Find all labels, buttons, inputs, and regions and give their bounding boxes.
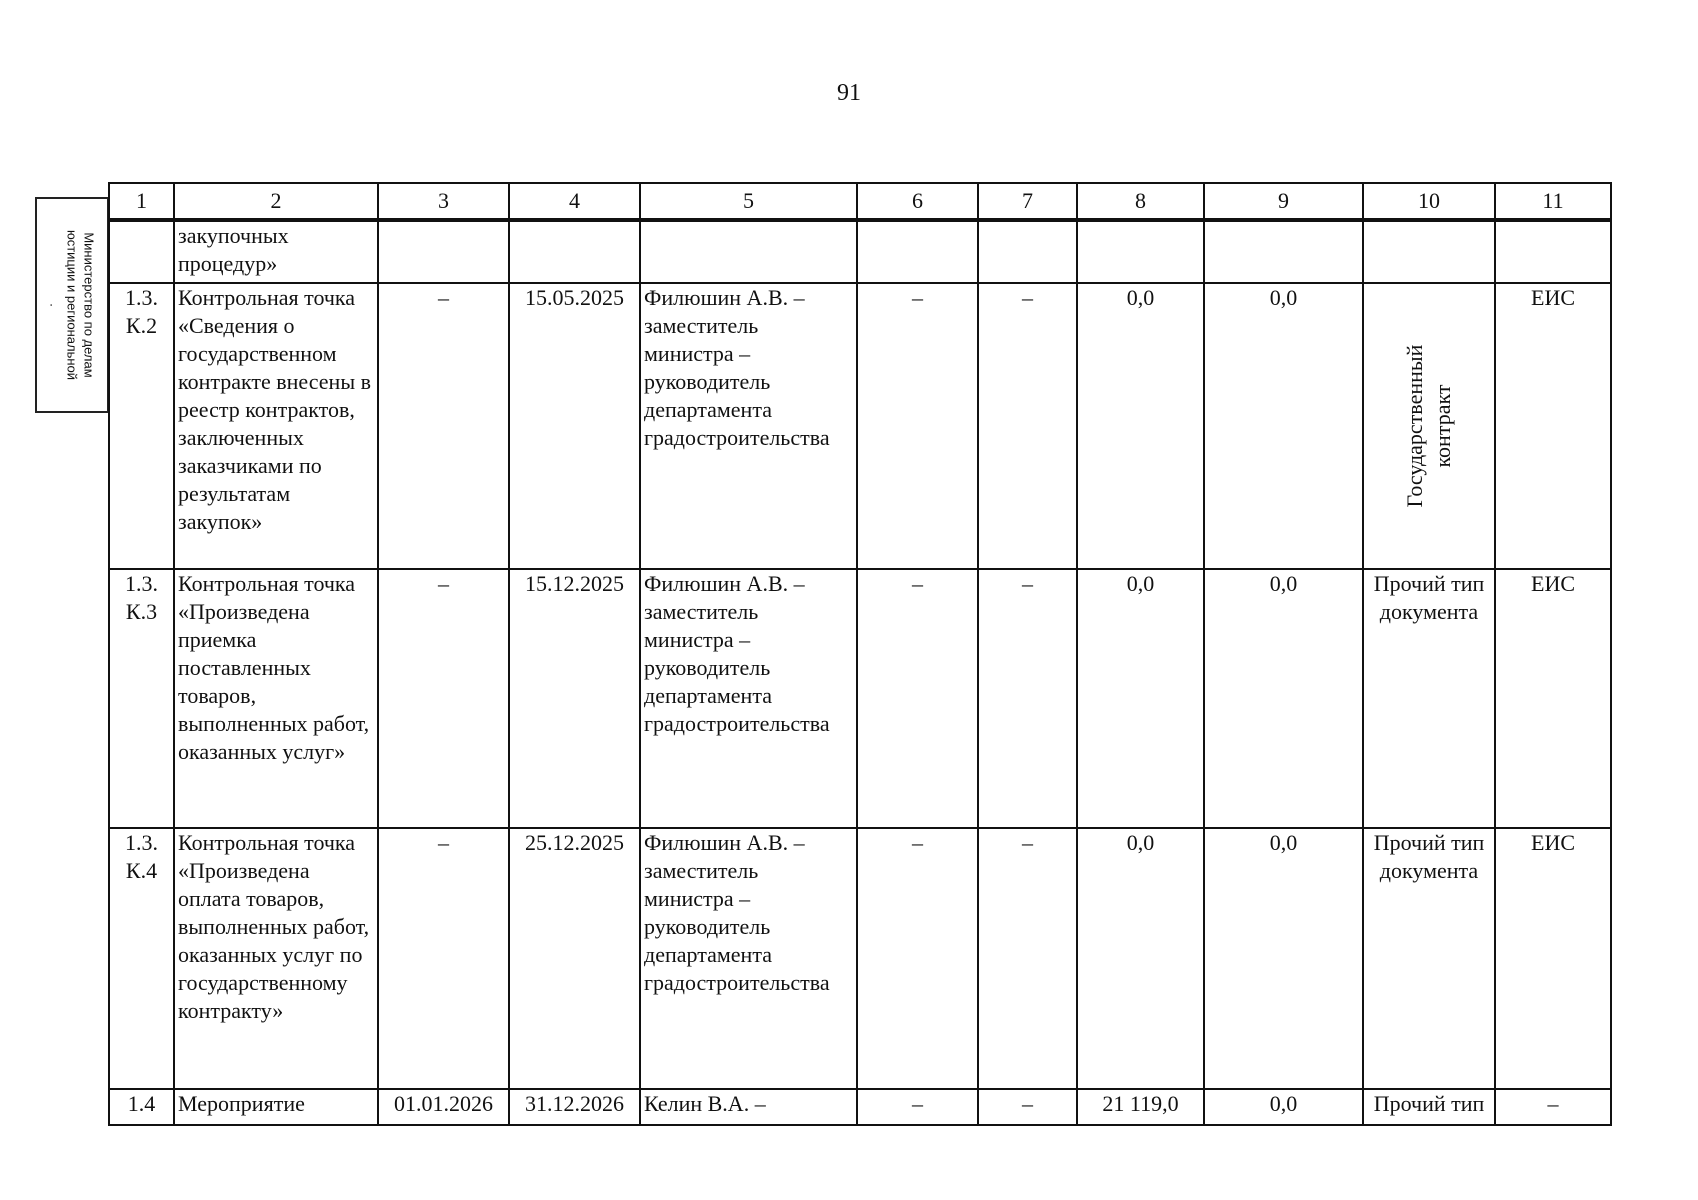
- item-name: Мероприятие: [174, 1089, 378, 1125]
- column-number: 6: [857, 183, 978, 220]
- column-number: 11: [1495, 183, 1611, 220]
- end-date: 31.12.2026: [509, 1089, 640, 1125]
- responsible-person: Филюшин А.В. – заместитель министра – руководитель департамента градостроительства: [640, 569, 857, 828]
- stamp-line: .: [47, 303, 63, 307]
- cell-col9: [1204, 220, 1363, 283]
- table-row: [109, 283, 1611, 569]
- document-type: [1363, 283, 1495, 569]
- cell-col8: 0,0: [1077, 569, 1204, 828]
- cell-col6: [857, 220, 978, 283]
- column-number: 10: [1363, 183, 1495, 220]
- responsible-person: Филюшин А.В. – заместитель министра – руководитель департамента градостроительства: [640, 828, 857, 1089]
- column-number: 1: [109, 183, 174, 220]
- cell-col6: –: [857, 283, 978, 569]
- column-number: 7: [978, 183, 1077, 220]
- end-date: 15.12.2025: [509, 569, 640, 828]
- stamp-line: Министерство по делам: [81, 232, 97, 378]
- table-row: [109, 220, 1611, 283]
- cell-col7: –: [978, 1089, 1077, 1125]
- document-type: Прочий тип документа: [1363, 569, 1495, 828]
- document-type: [1363, 220, 1495, 283]
- start-date: [378, 220, 509, 283]
- plan-table: [108, 182, 1612, 1126]
- column-number: 2: [174, 183, 378, 220]
- cell-col7: –: [978, 569, 1077, 828]
- item-number: 1.4: [109, 1089, 174, 1125]
- item-name: Контрольная точка «Сведения о государственном контракте внесены в реестр контрактов, заключенных заказчиками по результатам закупок»: [174, 283, 378, 569]
- document-type-vertical-text: Государственный контракт: [1402, 344, 1455, 508]
- registration-stamp: [35, 197, 109, 413]
- column-number: 9: [1204, 183, 1363, 220]
- item-number: [109, 220, 174, 283]
- cell-col9: 0,0: [1204, 1089, 1363, 1125]
- end-date: [509, 220, 640, 283]
- start-date: –: [378, 283, 509, 569]
- stamp-line: юстиции и региональной: [64, 229, 80, 381]
- cell-col6: –: [857, 1089, 978, 1125]
- responsible-person: Филюшин А.В. – заместитель министра – руководитель департамента градостроительства: [640, 283, 857, 569]
- information-system: [1495, 220, 1611, 283]
- column-number: 8: [1077, 183, 1204, 220]
- end-date: 25.12.2025: [509, 828, 640, 1089]
- column-number: 3: [378, 183, 509, 220]
- cell-col8: [1077, 220, 1204, 283]
- item-name: закупочных процедур»: [174, 220, 378, 283]
- stamp-text: [47, 205, 98, 405]
- item-number: 1.3. К.3: [109, 569, 174, 828]
- page-number: 91: [837, 80, 861, 106]
- cell-col9: 0,0: [1204, 828, 1363, 1089]
- cell-col8: 21 119,0: [1077, 1089, 1204, 1125]
- information-system: ЕИС: [1495, 569, 1611, 828]
- responsible-person: [640, 220, 857, 283]
- cell-col7: –: [978, 283, 1077, 569]
- cell-col6: –: [857, 569, 978, 828]
- cell-col9: 0,0: [1204, 283, 1363, 569]
- table-header-row: [109, 183, 1611, 220]
- information-system: ЕИС: [1495, 283, 1611, 569]
- cell-col9: 0,0: [1204, 569, 1363, 828]
- cell-col8: 0,0: [1077, 283, 1204, 569]
- table-row: [109, 828, 1611, 1089]
- cell-col8: 0,0: [1077, 828, 1204, 1089]
- item-number: 1.3. К.4: [109, 828, 174, 1089]
- cell-col6: –: [857, 828, 978, 1089]
- column-number: 4: [509, 183, 640, 220]
- document-type: Прочий тип документа: [1363, 828, 1495, 1089]
- end-date: 15.05.2025: [509, 283, 640, 569]
- responsible-person: Келин В.А. –: [640, 1089, 857, 1125]
- item-number: 1.3. К.2: [109, 283, 174, 569]
- item-name: Контрольная точка «Произведена оплата товаров, выполненных работ, оказанных услуг по государственному контракту»: [174, 828, 378, 1089]
- information-system: –: [1495, 1089, 1611, 1125]
- table-row: [109, 569, 1611, 828]
- start-date: 01.01.2026: [378, 1089, 509, 1125]
- table-row: [109, 1089, 1611, 1125]
- cell-col7: –: [978, 828, 1077, 1089]
- information-system: ЕИС: [1495, 828, 1611, 1089]
- start-date: –: [378, 569, 509, 828]
- start-date: –: [378, 828, 509, 1089]
- column-number: 5: [640, 183, 857, 220]
- document-type: Прочий тип: [1363, 1089, 1495, 1125]
- cell-col7: [978, 220, 1077, 283]
- item-name: Контрольная точка «Произведена приемка поставленных товаров, выполненных работ, оказанных услуг»: [174, 569, 378, 828]
